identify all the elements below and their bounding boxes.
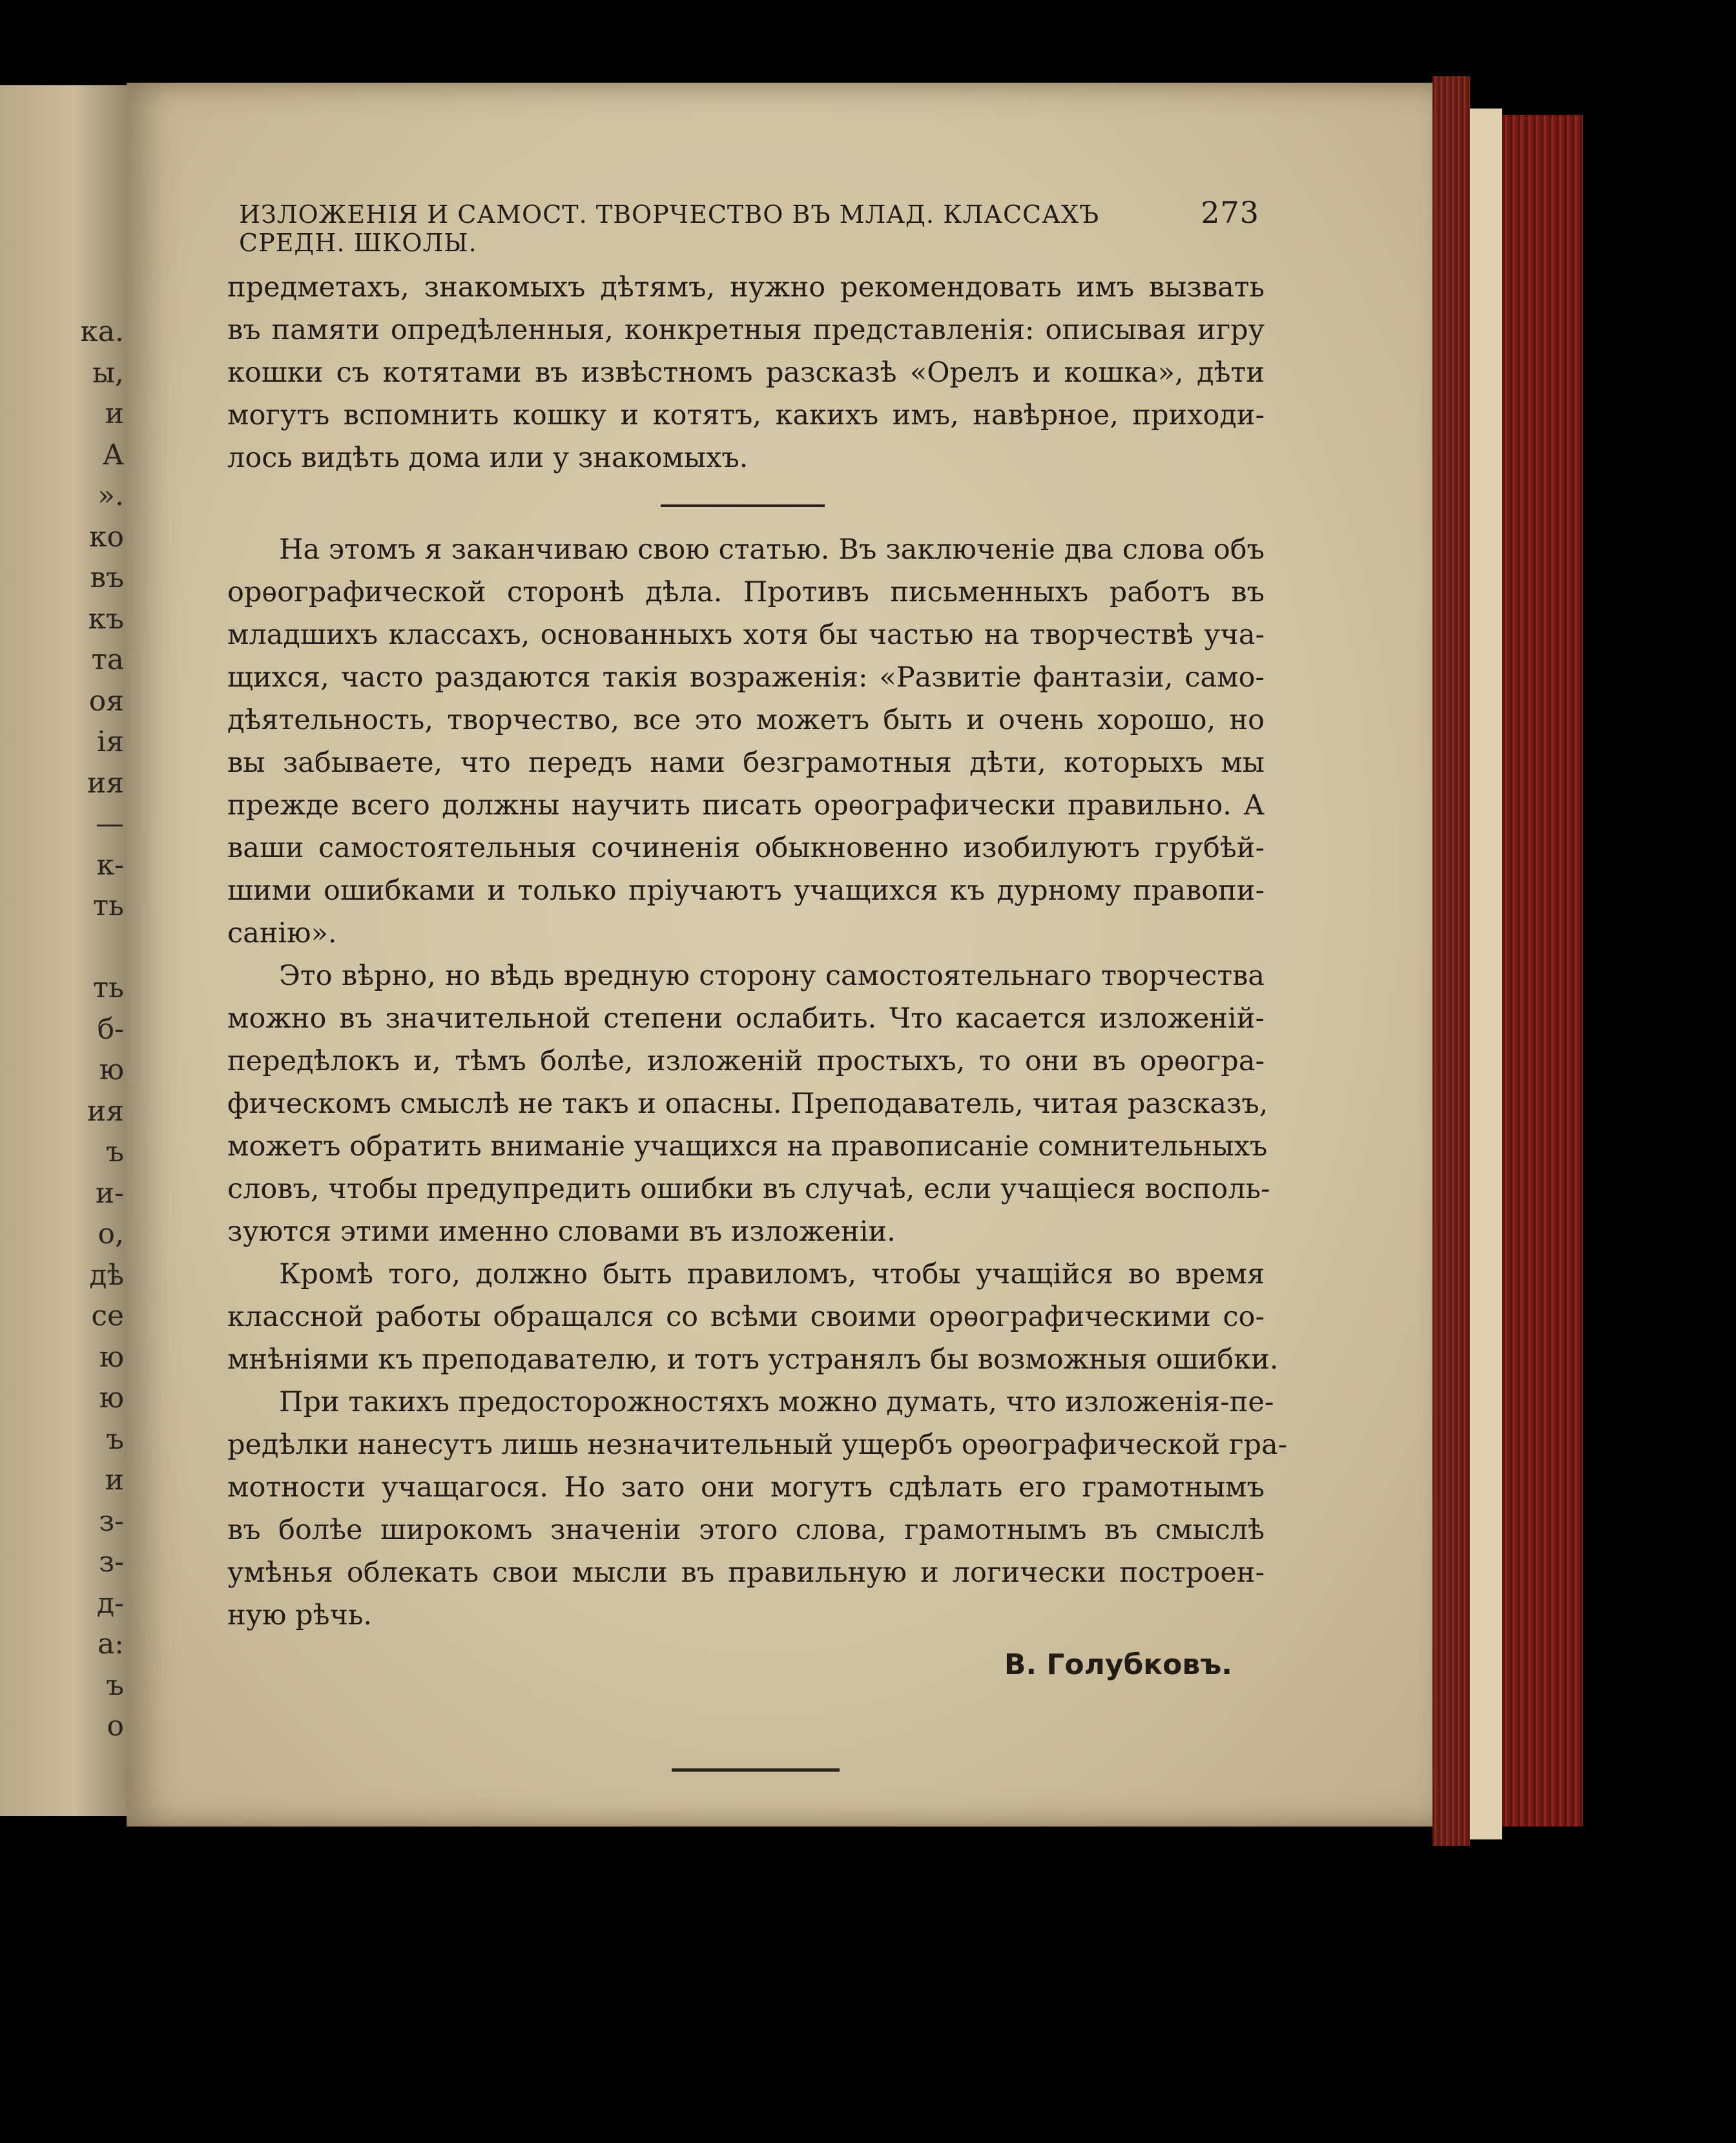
text-line: прежде всего должны научить писать орѳографически правильно. А bbox=[227, 789, 1265, 822]
left-page-fragment: ю bbox=[99, 1382, 124, 1414]
text-line: въ болѣе широкомъ значеніи этого слова, грамотнымъ въ смыслѣ bbox=[227, 1514, 1265, 1546]
text-line: въ памяти опредѣленныя, конкретныя представленія: описывая игру bbox=[227, 314, 1265, 346]
text-line: предметахъ, знакомыхъ дѣтямъ, нужно рекомендовать имъ вызвать bbox=[227, 271, 1265, 304]
left-page-fragment: ть bbox=[92, 889, 124, 922]
left-page-fragment: а: bbox=[97, 1628, 124, 1661]
left-page-fragment: ъ bbox=[106, 1135, 124, 1168]
text-line: редѣлки нанесутъ лишь незначительный ущербъ орѳографической гра- bbox=[227, 1429, 1288, 1461]
left-page-text-fragments bbox=[8, 311, 124, 1747]
text-line: мнѣніями къ преподавателю, и тотъ устранялъ бы возможныя ошибки. bbox=[227, 1343, 1279, 1376]
text-line: шими ошибками и только пріучаютъ учащихся къ дурному правопи- bbox=[227, 875, 1265, 907]
left-page-fragment: ка. bbox=[80, 315, 124, 348]
left-page-fragment: о bbox=[107, 1710, 124, 1743]
text-line: На этомъ я заканчиваю свою статью. Въ заключеніе два слова объ bbox=[279, 533, 1265, 566]
left-page-fragment: ъ bbox=[106, 1668, 124, 1702]
left-page-fragment: и bbox=[105, 1464, 124, 1496]
text-line: умѣнья облекать свои мысли въ правильную и логически построен- bbox=[227, 1557, 1265, 1589]
left-page-fragment: въ bbox=[90, 561, 124, 594]
text-line: мотности учащагося. Но зато они могутъ сдѣлать его грамотнымъ bbox=[227, 1471, 1265, 1504]
text-line: могутъ вспомнить кошку и котятъ, какихъ имъ, навѣрное, приходи- bbox=[227, 399, 1265, 431]
left-page-fragment: къ bbox=[88, 602, 124, 636]
text-line: передѣлокъ и, тѣмъ болѣе, изложеній простыхъ, то они въ орѳогра- bbox=[227, 1045, 1265, 1077]
left-page-fragment: ко bbox=[89, 520, 124, 554]
page-number: 273 bbox=[1201, 195, 1259, 230]
section-divider bbox=[661, 504, 825, 507]
text-line: санію». bbox=[227, 917, 337, 949]
text-line: Кромѣ того, должно быть правиломъ, чтобы учащійся во время bbox=[279, 1258, 1265, 1290]
left-page-fragment: ия bbox=[87, 766, 124, 800]
text-line: При такихъ предосторожностяхъ можно думать, что изложенія-пе- bbox=[279, 1386, 1274, 1418]
left-page-fragment: и bbox=[105, 397, 124, 430]
left-page-fragment: б- bbox=[97, 1012, 124, 1046]
text-line: младшихъ классахъ, основанныхъ хотя бы частью на творчествѣ уча- bbox=[227, 619, 1265, 651]
left-page-edge bbox=[0, 85, 136, 1816]
left-page-fragment: ія bbox=[97, 725, 124, 758]
left-page-fragment: оя bbox=[88, 684, 124, 718]
running-header bbox=[239, 195, 1259, 257]
left-page-fragment: та bbox=[91, 643, 124, 676]
left-page-fragment bbox=[8, 927, 124, 968]
endpaper-edge bbox=[1470, 109, 1502, 1839]
text-line: кошки съ котятами въ извѣстномъ разсказѣ «Орелъ и кошка», дѣти bbox=[227, 357, 1265, 389]
book-edge bbox=[1432, 76, 1600, 1846]
left-page-fragment: А bbox=[102, 438, 124, 471]
running-title: ИЗЛОЖЕНІЯ И САМОСТ. ТВОРЧЕСТВО ВЪ МЛАД. КЛАССАХЪ СРЕДН. ШКОЛЫ. bbox=[239, 200, 1100, 257]
text-line: вы забываете, что передъ нами безграмотныя дѣти, которыхъ мы bbox=[227, 747, 1265, 779]
left-page-fragment: о, bbox=[98, 1217, 124, 1250]
text-line: ваши самостоятельныя сочиненія обыкновенно изобилуютъ грубѣй- bbox=[227, 832, 1265, 864]
left-page-fragment: д- bbox=[97, 1586, 124, 1620]
text-line: можетъ обратить вниманіе учащихся на правописаніе сомнительныхъ bbox=[227, 1130, 1268, 1163]
left-page-fragment: ия bbox=[87, 1094, 124, 1128]
text-line: зуются этими именно словами въ изложеніи. bbox=[227, 1216, 896, 1248]
left-page-fragment: — bbox=[96, 807, 124, 840]
text-line: словъ, чтобы предупредить ошибки въ случаѣ, если учащіеся восполь- bbox=[227, 1173, 1270, 1205]
left-page-fragment: ъ bbox=[106, 1422, 124, 1456]
left-page-fragment: з- bbox=[99, 1504, 124, 1538]
left-page-fragment: ю bbox=[99, 1340, 124, 1374]
left-page-fragment: ть bbox=[92, 971, 124, 1004]
text-line: орѳографической сторонѣ дѣла. Противъ письменныхъ работъ въ bbox=[227, 576, 1265, 608]
left-page-fragment: дѣ bbox=[89, 1258, 124, 1292]
cover-spine-edge bbox=[1502, 115, 1583, 1827]
end-rule bbox=[672, 1768, 840, 1772]
left-page-fragment: к- bbox=[96, 848, 124, 882]
left-page-fragment: и- bbox=[95, 1176, 124, 1210]
left-page-fragment: ы, bbox=[92, 356, 124, 389]
left-page-fragment: се bbox=[91, 1299, 124, 1332]
text-line: фическомъ смыслѣ не такъ и опасны. Преподаватель, читая разсказъ, bbox=[227, 1088, 1268, 1120]
text-line: ную рѣчь. bbox=[227, 1599, 373, 1631]
left-page-fragment: ю bbox=[99, 1053, 124, 1086]
text-line: дѣятельность, творчество, все это можетъ быть и очень хорошо, но bbox=[227, 704, 1265, 736]
page-block-edge bbox=[1432, 76, 1470, 1846]
text-line: Это вѣрно, но вѣдь вредную сторону самостоятельнаго творчества bbox=[279, 960, 1265, 992]
author-signature: В. Голубковъ. bbox=[1004, 1648, 1232, 1681]
text-line: щихся, часто раздаются такія возраженія: «Развитіе фантазіи, само- bbox=[227, 661, 1265, 694]
text-line: можно въ значительной степени ослабить. Что касается изложеній- bbox=[227, 1002, 1265, 1035]
left-page-fragment: з- bbox=[99, 1546, 124, 1579]
left-page-fragment: ». bbox=[98, 479, 124, 512]
text-line: лось видѣть дома или у знакомыхъ. bbox=[227, 442, 749, 474]
text-line: классной работы обращался со всѣми своими орѳографическими со- bbox=[227, 1301, 1265, 1333]
